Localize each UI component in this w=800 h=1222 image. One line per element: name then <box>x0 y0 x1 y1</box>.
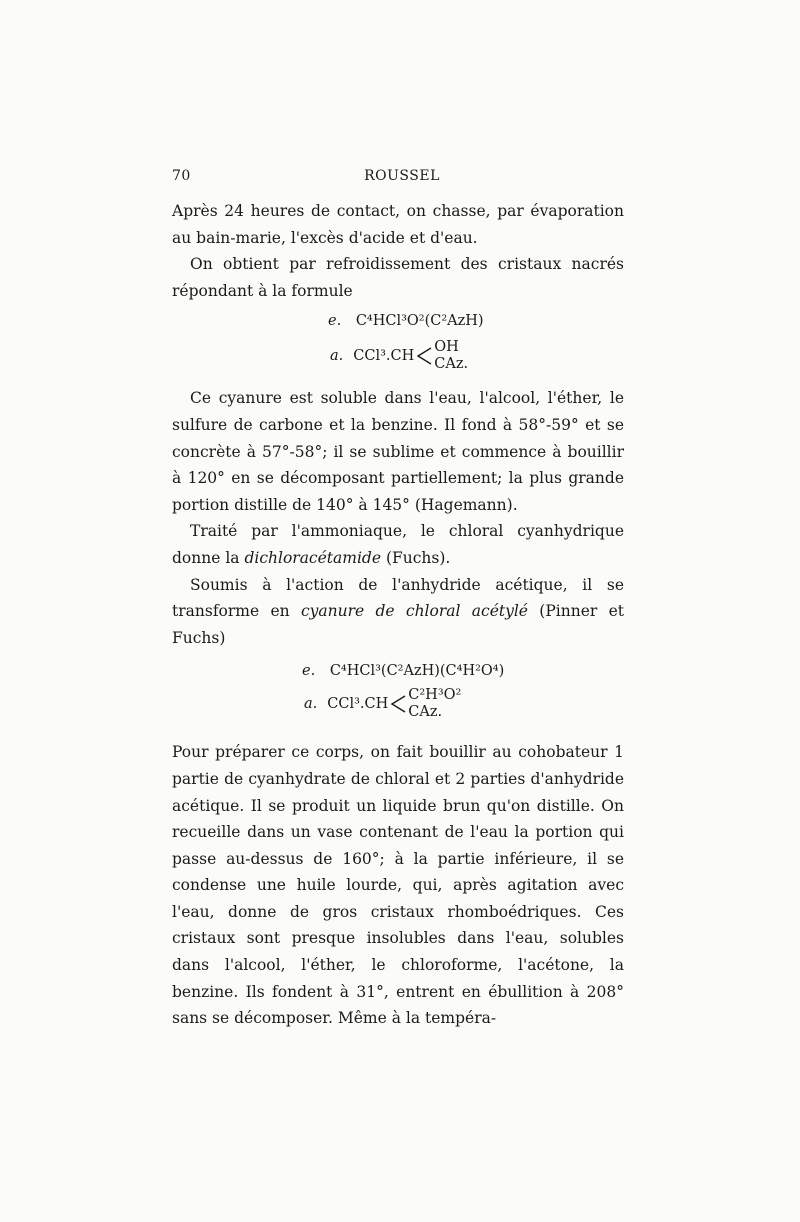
branch-bracket-icon <box>390 694 406 714</box>
formula-label: a. <box>330 348 344 365</box>
text-run: Soumis à l'action de l'anhydride acétique, il se transforme en <box>172 575 624 621</box>
formula-label: a. <box>304 696 318 713</box>
formula-1-equivalent <box>328 309 624 333</box>
formula-base: CCl³.CH <box>327 696 389 713</box>
text-run: (Pinner et Fuchs) <box>172 602 624 647</box>
running-title: ROUSSEL <box>364 168 440 184</box>
paragraph-5 <box>172 572 624 652</box>
formula-1-atomic <box>330 339 624 373</box>
italic-term: cyanure de chloral acétylé <box>300 602 528 621</box>
formula-2-equivalent <box>302 659 624 683</box>
formula-2-atomic <box>304 687 624 721</box>
paragraph-3: Ce cyanure est soluble dans l'eau, l'alcool, l'éther, le sulfure de carbone et la benzine. Il fond à 58°-59° et se concrète à 57°-58°; il se sublime et commence à bouillir à 120° en se décomposant partiellement; la plus grande portion distille de 140° à 145° (Hagemann). <box>172 389 624 514</box>
substituent-bottom: CAz. <box>434 356 469 373</box>
branch-bracket-icon <box>416 346 432 366</box>
text-run: (Fuchs). <box>381 548 451 567</box>
body-text <box>172 198 624 1032</box>
formula-base: CCl³.CH <box>353 348 415 365</box>
substituent-top: C²H³O² <box>408 687 462 704</box>
paragraph-2: On obtient par refroidissement des cristaux nacrés répondant à la formule <box>172 255 624 300</box>
branched-formula <box>327 687 461 721</box>
paragraph-6: Pour préparer ce corps, on fait bouillir au cohobateur 1 partie de cyanhydrate de chloral et 2 parties d'anhydride acétique. Il se produit un liquide brun qu'on distille. On recueille dans un vase contenant de l'eau la portion qui passe au-dessus de 160°; à la partie inférieure, il se condense une huile lourde, qui, après agitation avec l'eau, donne de gros cristaux rhomboédriques. Ces cristaux sont presque insolubles dans l'eau, solubles dans l'alcool, l'éther, le chloroforme, l'acétone, la benzine. Ils fondent à 31°, entrent en ébullition à 208° sans se décomposer. Même à la tempéra- <box>172 743 624 1028</box>
formula-substituents <box>434 339 468 373</box>
page-number: 70 <box>172 168 191 184</box>
paragraph-4 <box>172 518 624 571</box>
substituent-bottom: CAz. <box>408 704 443 721</box>
formula-substituents <box>408 687 461 721</box>
formula-text: C⁴HCl³O²(C²AzH) <box>355 313 484 330</box>
text-run: Traité par l'ammoniaque, le chloral cyanhydrique donne la <box>172 522 624 567</box>
branched-formula <box>353 339 468 373</box>
formula-text: C⁴HCl³(C²AzH)(C⁴H²O⁴) <box>329 663 505 680</box>
formula-label: e. <box>302 663 316 680</box>
italic-term: dichloracétamide <box>244 548 382 567</box>
substituent-top: OH <box>434 339 459 356</box>
paragraph-1: Après 24 heures de contact, on chasse, par évaporation au bain-marie, l'excès d'acide et d'eau. <box>172 202 624 247</box>
formula-label: e. <box>328 313 342 330</box>
